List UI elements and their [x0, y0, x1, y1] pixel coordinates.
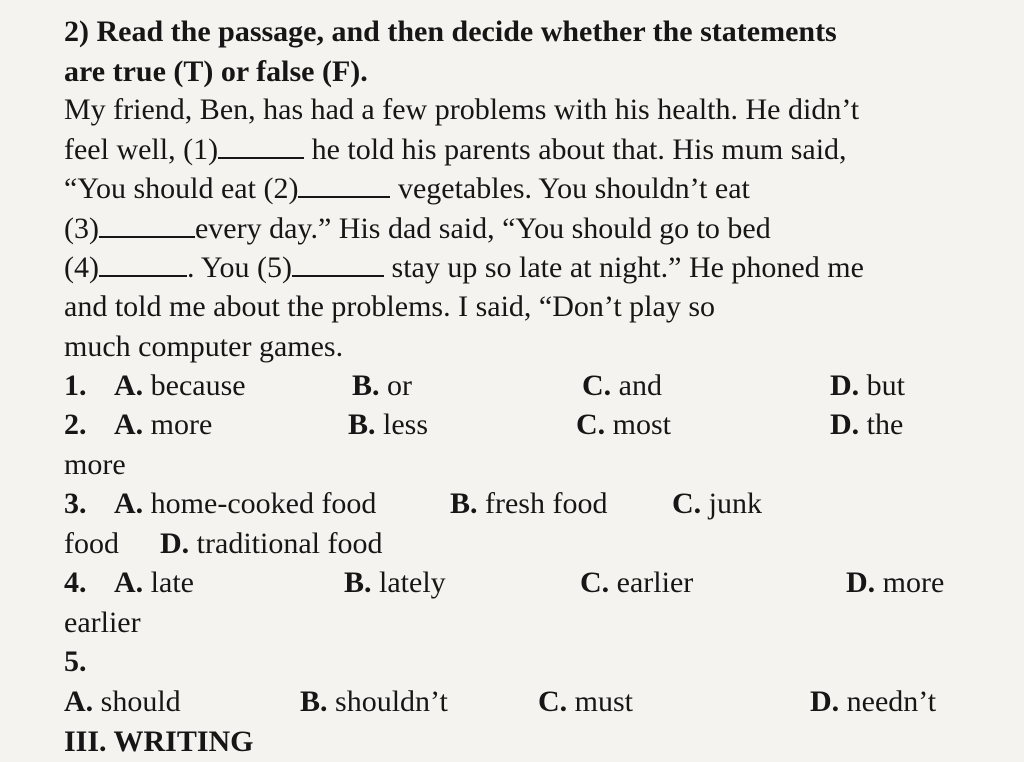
- question-number: 4.: [64, 566, 87, 599]
- option-c: C. junk: [672, 487, 763, 520]
- option-a: A. because: [114, 369, 246, 402]
- question-number: 3.: [64, 487, 87, 520]
- section-heading-line-2: are true (T) or false (F).: [64, 55, 368, 88]
- option-a: A. home-cooked food: [114, 487, 377, 520]
- option-a: A. should: [64, 685, 181, 718]
- option-c-wrap: food: [64, 527, 119, 560]
- option-d: D. but: [830, 369, 906, 402]
- option-c: C. most: [576, 408, 672, 441]
- option-a: A. late: [114, 566, 194, 599]
- passage-text: stay up so late at night.” He phoned me: [384, 251, 864, 284]
- question-number: 5.: [64, 645, 87, 678]
- passage-line-7: much computer games.: [64, 330, 344, 363]
- question-number: 1.: [64, 369, 87, 402]
- next-section-heading: III. WRITING: [64, 725, 254, 758]
- option-d: D. needn’t: [810, 685, 937, 718]
- option-c: C. and: [582, 369, 662, 402]
- passage-line-6: and told me about the problems. I said, “Don’t play so: [64, 290, 715, 323]
- option-b: B. fresh food: [450, 487, 608, 520]
- passage-line-2: [64, 130, 847, 170]
- passage-text: he told his parents about that. His mum said,: [304, 133, 847, 166]
- passage-text: . You (5): [186, 251, 293, 284]
- blank-5: [292, 249, 384, 277]
- blank-2: [298, 170, 390, 198]
- passage-line-5: [64, 248, 864, 288]
- option-d-wrap: earlier: [64, 606, 141, 639]
- option-d: D. more: [846, 566, 945, 599]
- option-d-wrap: more: [64, 448, 126, 481]
- option-b: B. lately: [344, 566, 446, 599]
- passage-text: “You should eat (2): [64, 172, 299, 205]
- passage-text: (3): [64, 212, 99, 245]
- passage-text: vegetables. You shouldn’t eat: [390, 172, 750, 205]
- question-number: 2.: [64, 408, 87, 441]
- passage-line-3: [64, 169, 750, 209]
- section-heading-line-1: 2) Read the passage, and then decide whether the statements: [64, 15, 837, 48]
- passage-text: every day.” His dad said, “You should go to bed: [194, 212, 771, 245]
- option-b: B. less: [348, 408, 429, 441]
- option-a: A. more: [114, 408, 213, 441]
- passage-text: (4): [64, 251, 99, 284]
- option-c: C. must: [538, 685, 634, 718]
- option-d: D. traditional food: [160, 527, 383, 560]
- passage-line-1: My friend, Ben, has had a few problems with his health. He didn’t: [64, 93, 860, 126]
- passage-text: feel well, (1): [64, 133, 219, 166]
- option-b: B. or: [352, 369, 413, 402]
- blank-1: [218, 131, 304, 159]
- option-c: C. earlier: [580, 566, 694, 599]
- option-d: D. the: [830, 408, 904, 441]
- option-b: B. shouldn’t: [300, 685, 448, 718]
- passage-line-4: [64, 209, 771, 249]
- blank-4: [99, 249, 187, 277]
- blank-3: [99, 210, 195, 238]
